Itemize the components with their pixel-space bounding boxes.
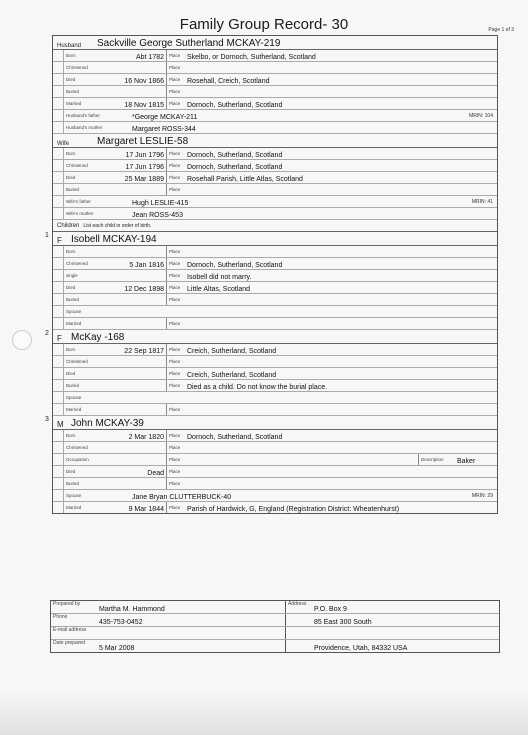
child-1-header xyxy=(45,232,497,246)
child-2-died-row: Died Place Creich, Sutherland, Scotland xyxy=(53,368,497,380)
wife-born-row: Born 17 Jun 1796 Place Dornoch, Sutherland, Scotland xyxy=(53,148,497,160)
page-number: Page 1 of 3 xyxy=(488,27,514,33)
child-1-born-row: Born Place xyxy=(53,246,497,258)
child-1-spouse-row: Spouse xyxy=(53,306,497,318)
husband-married-row: Married 18 Nov 1815 Place Dornoch, Sutherland, Scotland xyxy=(53,98,497,110)
husband-header xyxy=(53,36,497,50)
wife-father-row: Wife's father Hugh LESLIE-415 MRIN: 41 xyxy=(53,196,497,208)
husband-mother: Margaret ROSS-344 xyxy=(132,126,196,133)
child-1-married-row: Married Place xyxy=(53,318,497,330)
child-1-single-row: single Place Isobell did not marry. xyxy=(53,270,497,282)
children-header xyxy=(53,220,497,232)
child-3-married-row: Married 9 Mar 1844 Place Parish of Hardwick, G, England (Registration District: Wheatenhurst) xyxy=(53,502,497,513)
preparer-box: Prepared by Martha M. Hammond Address P.O. Box 9 Phone 435-753-0452 85 East 300 South E-mail address Date prepared 5 Mar 2008 Providence, Utah, 84332 USA xyxy=(50,600,500,653)
children-label: Children xyxy=(57,222,80,229)
child-2-christened-row: Christened Place xyxy=(53,356,497,368)
wife-name: Margaret LESLIE-58 xyxy=(97,136,189,147)
wife-mother: Jean ROSS-453 xyxy=(132,212,183,219)
scan-shadow xyxy=(0,690,528,735)
punch-hole xyxy=(12,330,32,350)
child-3-header xyxy=(45,416,497,430)
preparer-email xyxy=(97,627,285,639)
wife-label: Wife xyxy=(57,141,69,147)
preparer-date: 5 Mar 2008 xyxy=(99,645,135,652)
child-3-buried-row: Buried Place xyxy=(53,478,497,490)
child-2-married-row: Married Place xyxy=(53,404,497,416)
wife-mother-row: Wife's mother Jean ROSS-453 xyxy=(53,208,497,220)
child-3-christened-row: Christened Place xyxy=(53,442,497,454)
child-3-born-row: Born 2 Mar 1820 Place Dornoch, Sutherland, Scotland xyxy=(53,430,497,442)
preparer-address-2: 85 East 300 South xyxy=(314,619,372,626)
husband-father-mrin: MRIN: 104 xyxy=(469,112,493,119)
child-3-spouse-row: Spouse Jane Bryan CLUTTERBUCK-40 MRIN: 29 xyxy=(53,490,497,502)
child-1-buried-row: Buried Place xyxy=(53,294,497,306)
child-2-spouse-row: Spouse xyxy=(53,392,497,404)
husband-father: *George MCKAY-211 xyxy=(132,114,198,121)
husband-christened-row: Christened Place xyxy=(53,62,497,74)
occupation-description: Baker xyxy=(457,458,476,465)
child-2-buried-row: Buried Place Died as a child. Do not know the burial place. xyxy=(53,380,497,392)
child-name: John MCKAY-39 xyxy=(71,418,144,429)
husband-died-place: Rosehall, Creich, Scotland xyxy=(187,78,270,85)
child-number: 2 xyxy=(45,330,49,337)
child-sex: F xyxy=(57,236,62,245)
wife-father: Hugh LESLIE-415 xyxy=(132,200,189,207)
wife-header xyxy=(53,134,497,148)
page-title: Family Group Record- 30 xyxy=(179,16,349,33)
child-3-spouse: Jane Bryan CLUTTERBUCK-40 xyxy=(132,494,232,501)
preparer-name: Martha M. Hammond xyxy=(99,606,165,613)
marriage-date: 18 Nov 1815 xyxy=(124,102,164,109)
preparer-phone: 435-753-0452 xyxy=(99,619,143,626)
child-sex: F xyxy=(57,334,62,343)
husband-mother-row: Husband's mother Margaret ROSS-344 xyxy=(53,122,497,134)
preparer-address-3: Providence, Utah, 84332 USA xyxy=(314,645,408,652)
child-name: Isobell MCKAY-194 xyxy=(71,234,157,245)
wife-christened-row: Christened 17 Jun 1796 Place Dornoch, Sutherland, Scotland xyxy=(53,160,497,172)
child-1-christened-row: Christened 5 Jan 1816 Place Dornoch, Sutherland, Scotland xyxy=(53,258,497,270)
husband-label: Husband xyxy=(57,43,82,49)
wife-died-row: Died 25 Mar 1889 Place Rosehall Parish, Little Atlas, Scotland xyxy=(53,172,497,184)
husband-died-date: 16 Nov 1866 xyxy=(124,78,164,85)
child-3-died-row: Died Dead Place xyxy=(53,466,497,478)
wife-father-mrin: MRIN: 41 xyxy=(471,198,493,205)
children-note: List each child in order of birth. xyxy=(83,222,152,229)
child-3-occupation-row: Occupation Place Description Baker xyxy=(53,454,497,466)
marriage-place: Dornoch, Sutherland, Scotland xyxy=(187,102,283,109)
wife-buried-row: Buried Place xyxy=(53,184,497,196)
husband-born-date: Abt 1782 xyxy=(135,54,164,61)
child-sex: M xyxy=(57,420,64,429)
husband-died-row: Died 16 Nov 1866 Place Rosehall, Creich, Scotland xyxy=(53,74,497,86)
child-1-died-row: Died 12 Dec 1898 Place Little Altas, Scotland xyxy=(53,282,497,294)
child-2-header xyxy=(45,330,497,344)
child-2-born-row: Born 22 Sep 1817 Place Creich, Sutherland, Scotland xyxy=(53,344,497,356)
husband-born-place: Skelbo, or Dornoch, Sutherland, Scotland xyxy=(187,54,316,61)
child-number: 1 xyxy=(45,232,49,239)
preparer-address-1: P.O. Box 9 xyxy=(314,606,347,613)
child-number: 3 xyxy=(45,416,49,423)
husband-buried-row: Buried Place xyxy=(53,86,497,98)
record-form xyxy=(45,35,498,514)
child-name: McKay -168 xyxy=(71,332,125,343)
husband-born-row: Born Abt 1782 Place Skelbo, or Dornoch, Sutherland, Scotland xyxy=(53,50,497,62)
husband-father-row: Husband's father *George MCKAY-211 MRIN: 104 xyxy=(53,110,497,122)
husband-name: Sackville George Sutherland MCKAY-219 xyxy=(97,38,281,49)
